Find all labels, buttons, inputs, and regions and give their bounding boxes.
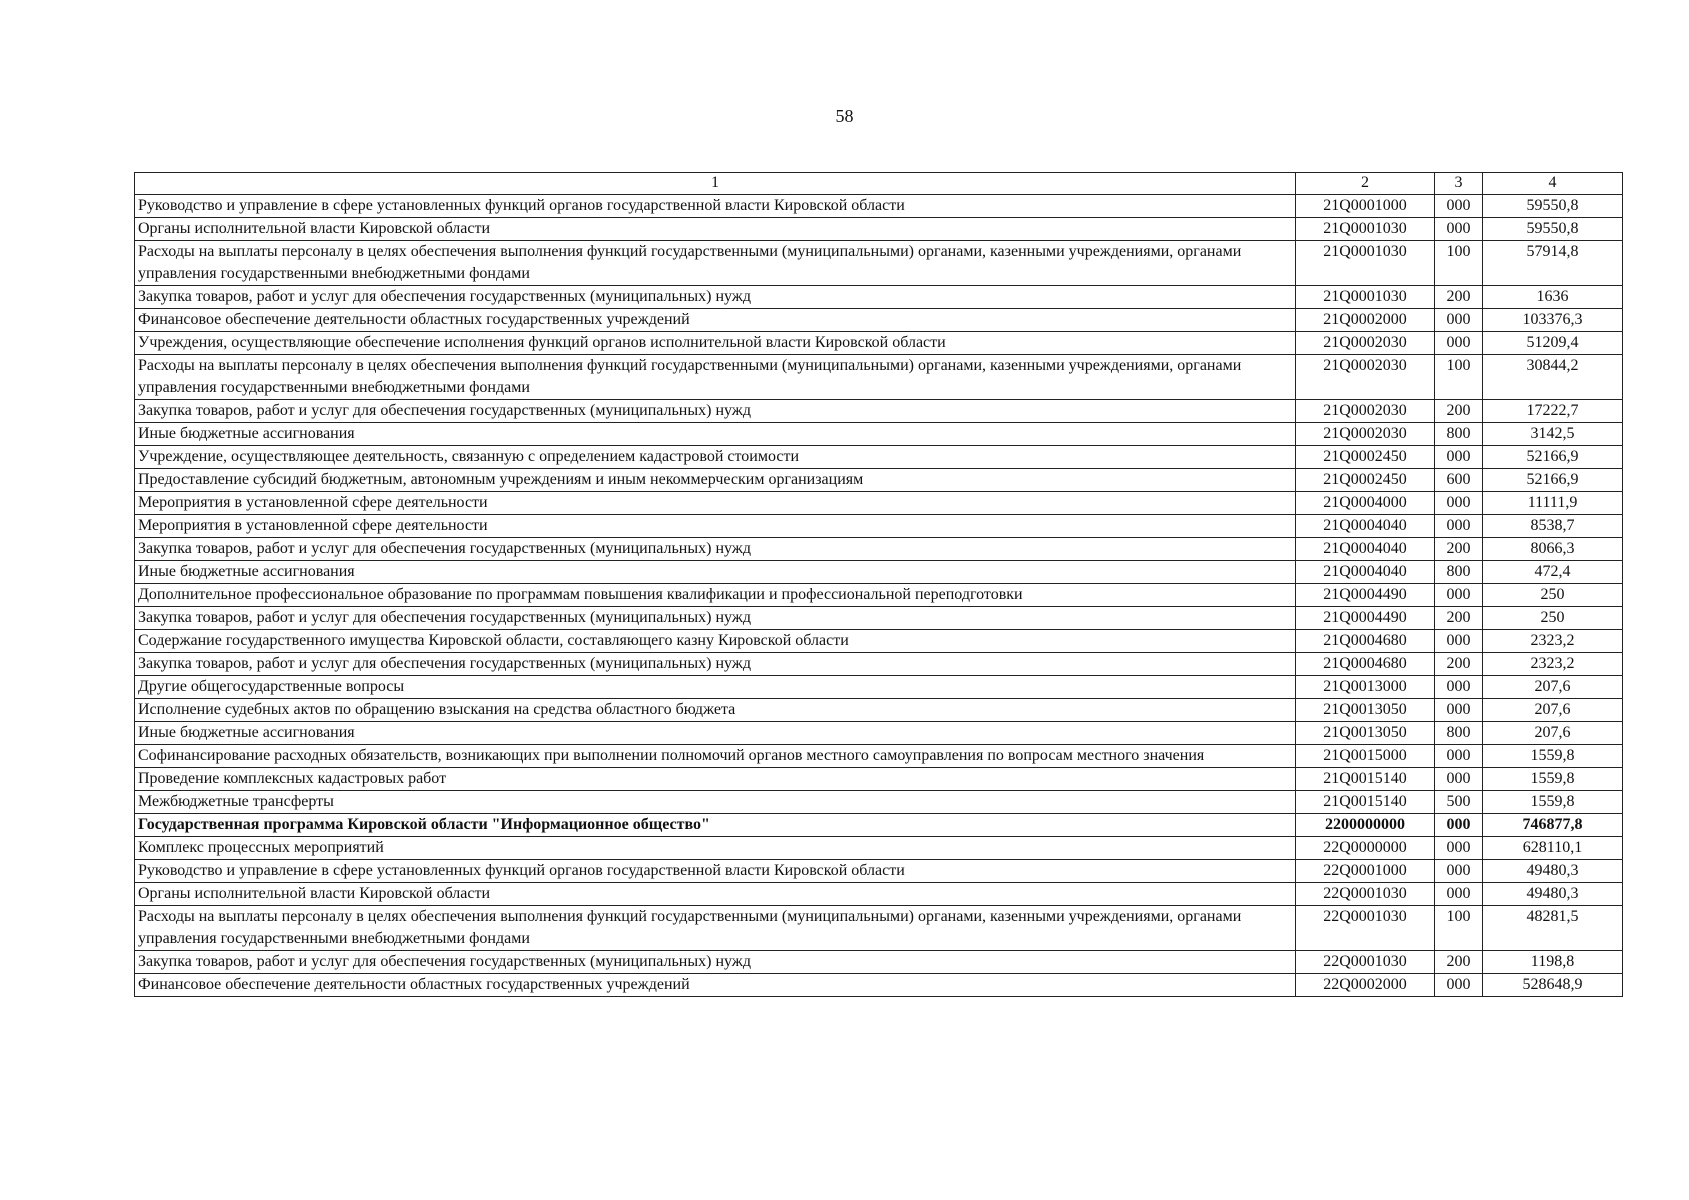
row-kind-cell: 200 [1435,607,1483,630]
row-code-cell: 21Q0004040 [1296,561,1435,584]
header-col-4: 4 [1483,173,1623,195]
budget-table [134,172,1623,997]
row-name-cell: Мероприятия в установленной сфере деятельности [135,492,1296,515]
row-kind-cell: 000 [1435,584,1483,607]
row-kind-cell: 000 [1435,699,1483,722]
row-kind-cell: 000 [1435,860,1483,883]
row-amount-cell: 3142,5 [1483,423,1623,446]
row-kind-cell: 000 [1435,745,1483,768]
table-row [135,699,1623,722]
row-code-cell: 21Q0002030 [1296,423,1435,446]
row-code-cell: 22Q0001030 [1296,883,1435,906]
row-amount-cell: 8538,7 [1483,515,1623,538]
row-amount-cell: 1559,8 [1483,745,1623,768]
table-row [135,561,1623,584]
row-amount-cell: 59550,8 [1483,218,1623,241]
row-amount-cell: 52166,9 [1483,446,1623,469]
row-code-cell: 21Q0015140 [1296,791,1435,814]
row-kind-cell: 000 [1435,309,1483,332]
header-col-3: 3 [1435,173,1483,195]
row-name-cell: Исполнение судебных актов по обращению взыскания на средства областного бюджета [135,699,1296,722]
row-amount-cell: 30844,2 [1483,355,1623,400]
table-row [135,469,1623,492]
row-amount-cell: 52166,9 [1483,469,1623,492]
row-code-cell: 22Q0000000 [1296,837,1435,860]
row-name-cell: Закупка товаров, работ и услуг для обеспечения государственных (муниципальных) нужд [135,400,1296,423]
row-name-cell: Расходы на выплаты персоналу в целях обеспечения выполнения функций государственными (муниципальными) органами, казенными учреждениями, органами управления государственными внебюджетными фондами [135,355,1296,400]
table-row [135,584,1623,607]
table-row [135,332,1623,355]
row-amount-cell: 207,6 [1483,722,1623,745]
table-row [135,814,1623,837]
row-code-cell: 21Q0004040 [1296,538,1435,561]
row-amount-cell: 57914,8 [1483,241,1623,286]
row-code-cell: 22Q0001030 [1296,906,1435,951]
row-name-cell: Комплекс процессных мероприятий [135,837,1296,860]
row-name-cell: Закупка товаров, работ и услуг для обеспечения государственных (муниципальных) нужд [135,286,1296,309]
row-code-cell: 21Q0004490 [1296,607,1435,630]
row-code-cell: 21Q0004680 [1296,630,1435,653]
row-code-cell: 21Q0002030 [1296,400,1435,423]
row-kind-cell: 600 [1435,469,1483,492]
row-name-cell: Иные бюджетные ассигнования [135,423,1296,446]
row-code-cell: 21Q0013000 [1296,676,1435,699]
row-name-cell: Руководство и управление в сфере установленных функций органов государственной власти Кировской области [135,195,1296,218]
row-name-cell: Другие общегосударственные вопросы [135,676,1296,699]
row-code-cell: 21Q0013050 [1296,722,1435,745]
row-kind-cell: 000 [1435,515,1483,538]
row-amount-cell: 250 [1483,607,1623,630]
row-code-cell: 21Q0001030 [1296,286,1435,309]
row-code-cell: 22Q0001030 [1296,951,1435,974]
table-row [135,446,1623,469]
row-code-cell: 21Q0002450 [1296,469,1435,492]
row-name-cell: Предоставление субсидий бюджетным, автономным учреждениям и иным некоммерческим организациям [135,469,1296,492]
row-code-cell: 21Q0013050 [1296,699,1435,722]
row-kind-cell: 000 [1435,630,1483,653]
row-name-cell: Учреждения, осуществляющие обеспечение исполнения функций органов исполнительной власти Кировской области [135,332,1296,355]
row-name-cell: Проведение комплексных кадастровых работ [135,768,1296,791]
table-row [135,906,1623,951]
table-header [135,173,1623,195]
table-row [135,630,1623,653]
row-name-cell: Закупка товаров, работ и услуг для обеспечения государственных (муниципальных) нужд [135,653,1296,676]
row-name-cell: Органы исполнительной власти Кировской области [135,883,1296,906]
row-kind-cell: 500 [1435,791,1483,814]
table-row [135,309,1623,332]
row-name-cell: Закупка товаров, работ и услуг для обеспечения государственных (муниципальных) нужд [135,951,1296,974]
table-row [135,241,1623,286]
row-amount-cell: 207,6 [1483,676,1623,699]
table-row [135,195,1623,218]
row-amount-cell: 2323,2 [1483,630,1623,653]
row-amount-cell: 49480,3 [1483,883,1623,906]
row-code-cell: 21Q0002030 [1296,355,1435,400]
row-code-cell: 21Q0002000 [1296,309,1435,332]
row-name-cell: Руководство и управление в сфере установленных функций органов государственной власти Кировской области [135,860,1296,883]
table-row [135,515,1623,538]
row-name-cell: Расходы на выплаты персоналу в целях обеспечения выполнения функций государственными (муниципальными) органами, казенными учреждениями, органами управления государственными внебюджетными фондами [135,241,1296,286]
table-row [135,676,1623,699]
row-kind-cell: 000 [1435,446,1483,469]
row-kind-cell: 200 [1435,538,1483,561]
table-row [135,974,1623,997]
row-amount-cell: 48281,5 [1483,906,1623,951]
row-kind-cell: 200 [1435,286,1483,309]
row-kind-cell: 200 [1435,400,1483,423]
table-row [135,745,1623,768]
row-amount-cell: 8066,3 [1483,538,1623,561]
table-row [135,951,1623,974]
row-amount-cell: 17222,7 [1483,400,1623,423]
row-kind-cell: 100 [1435,906,1483,951]
row-name-cell: Органы исполнительной власти Кировской области [135,218,1296,241]
row-amount-cell: 59550,8 [1483,195,1623,218]
row-kind-cell: 000 [1435,883,1483,906]
row-amount-cell: 207,6 [1483,699,1623,722]
row-kind-cell: 200 [1435,653,1483,676]
row-name-cell: Учреждение, осуществляющее деятельность, связанную с определением кадастровой стоимости [135,446,1296,469]
row-name-cell: Содержание государственного имущества Кировской области, составляющего казну Кировской области [135,630,1296,653]
table-row [135,722,1623,745]
row-amount-cell: 2323,2 [1483,653,1623,676]
row-kind-cell: 800 [1435,423,1483,446]
row-amount-cell: 51209,4 [1483,332,1623,355]
row-amount-cell: 746877,8 [1483,814,1623,837]
row-kind-cell: 200 [1435,951,1483,974]
row-name-cell: Иные бюджетные ассигнования [135,561,1296,584]
row-amount-cell: 1198,8 [1483,951,1623,974]
table-row [135,492,1623,515]
table-row [135,768,1623,791]
row-code-cell: 21Q0001030 [1296,218,1435,241]
row-amount-cell: 472,4 [1483,561,1623,584]
row-amount-cell: 1636 [1483,286,1623,309]
row-name-cell: Дополнительное профессиональное образование по программам повышения квалификации и профессиональной переподготовки [135,584,1296,607]
table-row [135,607,1623,630]
table-row [135,538,1623,561]
row-name-cell: Финансовое обеспечение деятельности областных государственных учреждений [135,974,1296,997]
row-kind-cell: 000 [1435,814,1483,837]
row-name-cell: Расходы на выплаты персоналу в целях обеспечения выполнения функций государственными (муниципальными) органами, казенными учреждениями, органами управления государственными внебюджетными фондами [135,906,1296,951]
row-code-cell: 22Q0002000 [1296,974,1435,997]
row-amount-cell: 1559,8 [1483,768,1623,791]
row-amount-cell: 49480,3 [1483,860,1623,883]
row-code-cell: 21Q0001030 [1296,241,1435,286]
row-amount-cell: 528648,9 [1483,974,1623,997]
row-amount-cell: 103376,3 [1483,309,1623,332]
row-code-cell: 21Q0004000 [1296,492,1435,515]
row-kind-cell: 100 [1435,355,1483,400]
row-code-cell: 21Q0015000 [1296,745,1435,768]
table-row [135,400,1623,423]
header-col-1: 1 [135,173,1296,195]
row-name-cell: Мероприятия в установленной сфере деятельности [135,515,1296,538]
row-kind-cell: 100 [1435,241,1483,286]
row-kind-cell: 000 [1435,218,1483,241]
table-row [135,653,1623,676]
row-kind-cell: 000 [1435,195,1483,218]
table-row [135,218,1623,241]
row-code-cell: 21Q0004680 [1296,653,1435,676]
row-name-cell: Закупка товаров, работ и услуг для обеспечения государственных (муниципальных) нужд [135,538,1296,561]
row-kind-cell: 000 [1435,492,1483,515]
table-row [135,860,1623,883]
table-row [135,837,1623,860]
row-kind-cell: 800 [1435,561,1483,584]
table-row [135,355,1623,400]
row-amount-cell: 628110,1 [1483,837,1623,860]
row-name-cell: Межбюджетные трансферты [135,791,1296,814]
row-name-cell: Софинансирование расходных обязательств, возникающих при выполнении полномочий органов местного самоуправления по вопросам местного значения [135,745,1296,768]
row-code-cell: 2200000000 [1296,814,1435,837]
table-row [135,791,1623,814]
row-code-cell: 21Q0001000 [1296,195,1435,218]
row-amount-cell: 250 [1483,584,1623,607]
row-code-cell: 22Q0001000 [1296,860,1435,883]
row-kind-cell: 000 [1435,676,1483,699]
row-code-cell: 21Q0002450 [1296,446,1435,469]
row-name-cell: Закупка товаров, работ и услуг для обеспечения государственных (муниципальных) нужд [135,607,1296,630]
table-row [135,883,1623,906]
row-code-cell: 21Q0004490 [1296,584,1435,607]
row-kind-cell: 000 [1435,837,1483,860]
header-col-2: 2 [1296,173,1435,195]
row-code-cell: 21Q0015140 [1296,768,1435,791]
row-name-cell: Иные бюджетные ассигнования [135,722,1296,745]
table-body [135,195,1623,997]
row-name-cell: Государственная программа Кировской области "Информационное общество" [135,814,1296,837]
page-number: 58 [835,106,854,126]
row-name-cell: Финансовое обеспечение деятельности областных государственных учреждений [135,309,1296,332]
row-code-cell: 21Q0002030 [1296,332,1435,355]
table-row [135,286,1623,309]
row-amount-cell: 1559,8 [1483,791,1623,814]
row-kind-cell: 000 [1435,974,1483,997]
row-code-cell: 21Q0004040 [1296,515,1435,538]
row-amount-cell: 11111,9 [1483,492,1623,515]
row-kind-cell: 800 [1435,722,1483,745]
row-kind-cell: 000 [1435,768,1483,791]
table-row [135,423,1623,446]
row-kind-cell: 000 [1435,332,1483,355]
header-row [135,173,1623,195]
